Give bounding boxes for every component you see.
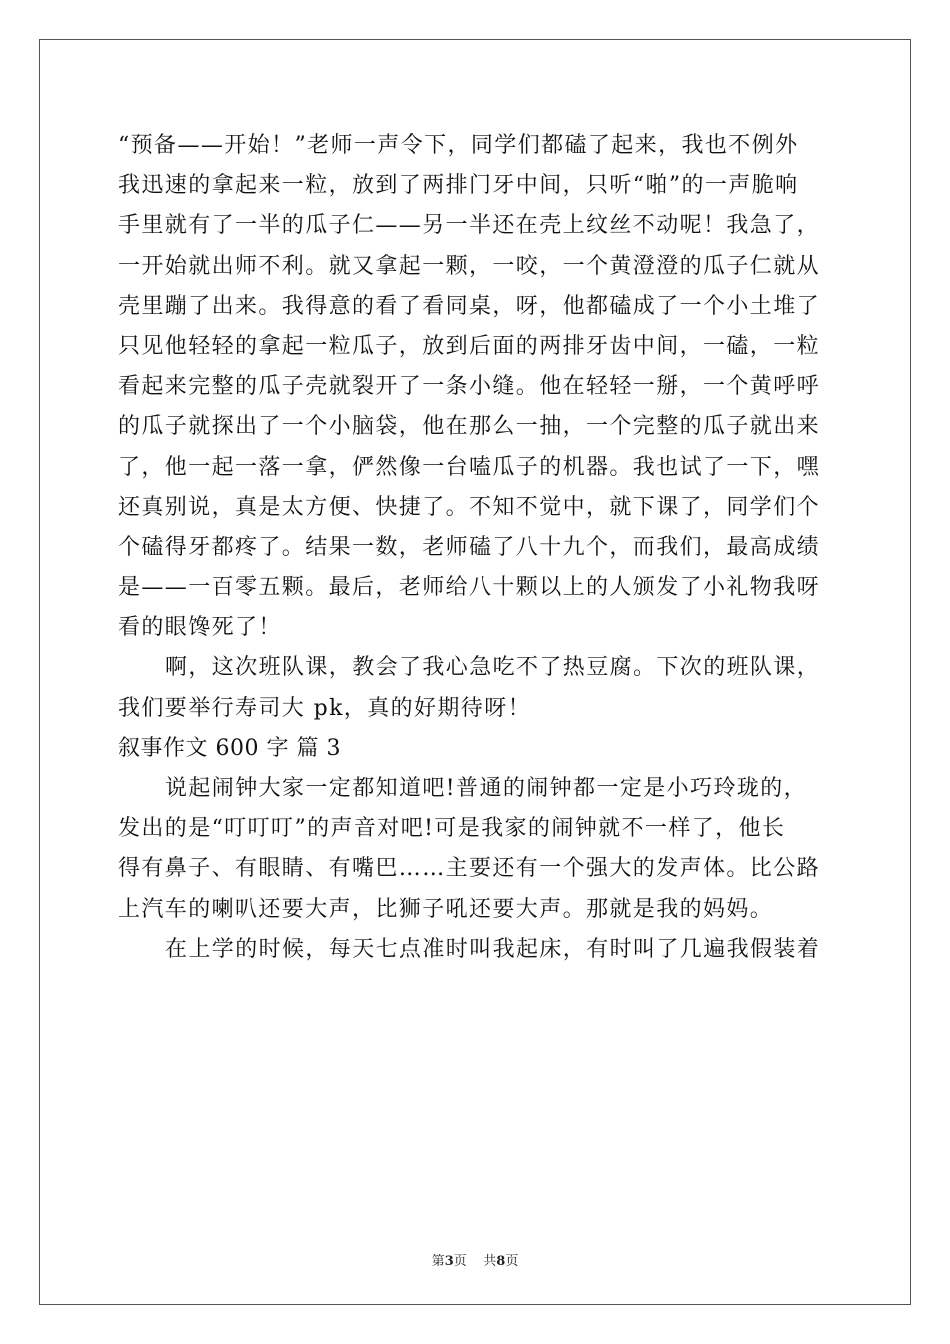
text-line: 只见他轻轻的拿起一粒瓜子，放到后面的两排牙齿中间，一磕，一粒 [118, 333, 821, 359]
text-line: 在上学的时候，每天七点准时叫我起床，有时叫了几遍我假装着 [165, 936, 821, 962]
footer-total-pages: 8 [496, 1254, 506, 1269]
footer-middle: 页 共 [453, 1254, 497, 1269]
text-line: 个磕得牙都疼了。结果一数，老师磕了八十九个，而我们，最高成绩 [118, 534, 821, 560]
text-line: 手里就有了一半的瓜子仁——另一半还在壳上纹丝不动呢！我急了， [118, 213, 821, 239]
text-line: 是——一百零五颗。最后，老师给八十颗以上的人颁发了小礼物我呀 [118, 575, 821, 601]
text-line: 发出的是“叮叮叮”的声音对吧!可是我家的闹钟就不一样了，他长 [118, 816, 786, 842]
text-line: 看起来完整的瓜子壳就裂开了一条小缝。他在轻轻一掰，一个黄呼呼 [118, 374, 821, 400]
text-line: 说起闹钟大家一定都知道吧!普通的闹钟都一定是小巧玲珑的， [165, 776, 808, 801]
text-line: 的瓜子就探出了一个小脑袋，他在那么一抽，一个完整的瓜子就出来 [118, 414, 821, 440]
text-line: 上汽车的喇叭还要大声，比狮子吼还要大声。那就是我的妈妈。 [118, 896, 774, 922]
section-heading: 叙事作文 600 字 篇 3 [118, 735, 341, 761]
text-line: 得有鼻子、有眼睛、有嘴巴……主要还有一个强大的发声体。比公路 [118, 856, 821, 882]
footer-prefix: 第 [431, 1254, 445, 1269]
text-line: 一开始就出师不利。就又拿起一颗，一咬，一个黄澄澄的瓜子仁就从 [118, 253, 821, 279]
text-line: 壳里蹦了出来。我得意的看了看同桌，呀，他都磕成了一个小土堆了 [118, 293, 821, 319]
text-line: 我迅速的拿起来一粒，放到了两排门牙中间，只听“啪”的一声脆响 [118, 173, 799, 199]
text-line: 啊，这次班队课，教会了我心急吃不了热豆腐。下次的班队课， [165, 655, 821, 681]
footer-suffix: 页 [505, 1254, 519, 1269]
page-footer [0, 1250, 950, 1269]
text-line: 了，他一起一落一拿，俨然像一台嗑瓜子的机器。我也试了一下，嘿 [118, 454, 821, 480]
text-line: 我们要举行寿司大 pk，真的好期待呀！ [118, 695, 532, 721]
text-line: 还真别说，真是太方便、快捷了。不知不觉中，就下课了，同学们个 [118, 494, 821, 520]
text-line: “预备——开始！”老师一声令下，同学们都磕了起来，我也不例外 [118, 133, 799, 158]
text-line: 看的眼馋死了！ [118, 615, 282, 641]
document-body [118, 126, 838, 970]
footer-current-page: 3 [444, 1254, 454, 1269]
